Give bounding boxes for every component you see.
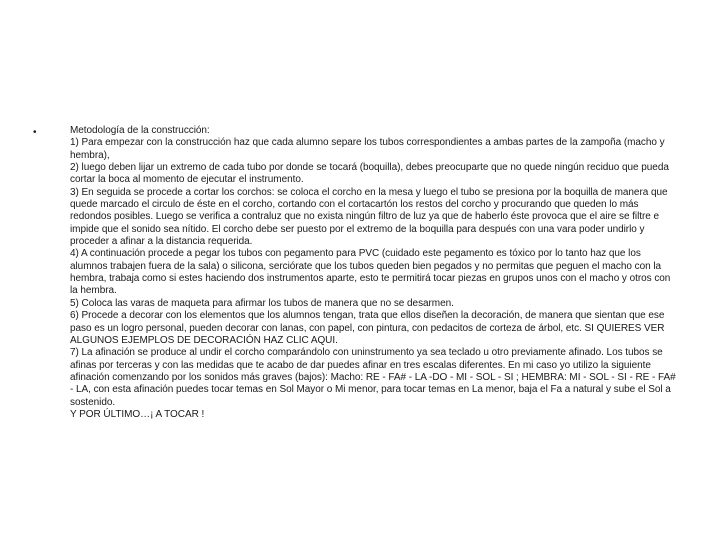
step-1: 1) Para empezar con la construcción haz que cada alumno separe los tubos correspondientes a ambas partes de la zampoña (macho y hembra), [70,137,665,161]
step-6 [70,310,676,347]
step-7: 7) La afinación se produce al undir el corcho comparándolo con uninstrumento ya sea teclado u otro previamente afinado. Los tubos se afinas por terceras y con las medidas que te acabo de dar puedes afinar en tres escalas diferentes. En mi caso yo utilizo la siguiente afinación comenzando por los sonidos más graves (bajos): Macho: RE - FA# - LA -DO - MI - SOL - SI ; HEMBRA: MI - SOL - SI - RE - FA# - LA, con esta afinación puedes tocar temas en Sol Mayor o Mi menor, para tocar temas en La menor, baja el Fa a natural y sube el Sol a sostenido. [70,347,676,408]
step-2: 2) luego deben lijar un extremo de cada tubo por donde se tocará (boquilla), debes preocuparte que no quede ningún reciduo que pueda cortar la boca al momento de ejecutar el instrumento. [70,162,669,186]
step-4: 4) A continuación procede a pegar los tubos con pegamento para PVC (cuidado este pegamento es tóxico por lo tanto haz que los alumnos trabajen fuera de la sala) o silicona, serciórate que los tubos queden bien pegados y no permitas que peguen el macho con la hembra, trabaja como si estes haciendo dos instrumentos aparte, esto te permitirá tocar piezas en grupos unos con el macho y otros con la hembra. [70,248,671,297]
step-3: 3) En seguida se procede a cortar los corchos: se coloca el corcho en la mesa y luego el tubo se presiona por la boquilla de manera que quede marcado el circulo de éste en el corcho, cortando con el cortacartón los restos del corcho y procurando que queden lo más redondos posibles. Luego se verifica a contraluz que no exista ningún filtro de luz ya que de haberlo éste provoca que el aire se filtre e impide que el sonido sea nítido. El corcho debe ser puesto por el extremo de la boquilla para después con una vara poder undirlo y proceder a afinar a la distancia requerida. [70,186,668,248]
closing-line: Y POR ÚLTIMO…¡ A TOCAR ! [70,408,205,420]
step-5: 5) Coloca las varas de maqueta para afirmar los tubos de manera que no se desarmen. [70,297,454,309]
decoration-examples-link[interactable]: SI QUIERES VER ALGUNOS EJEMPLOS DE DECORACIÓN HAZ CLIC AQUI. [70,322,665,346]
methodology-text-block [70,125,676,421]
methodology-title: Metodología de la construcción: [70,125,210,136]
bullet-marker: • [33,127,37,138]
step-6-text: 6) Procede a decorar con los elementos que los alumnos tengan, trata que ellos diseñen la decoración, de manera que sientan que ese paso es un logro personal, pueden decorar con lanas, con papel, con pintura, con pedacitos de corteza de árbol, etc. [70,310,665,334]
